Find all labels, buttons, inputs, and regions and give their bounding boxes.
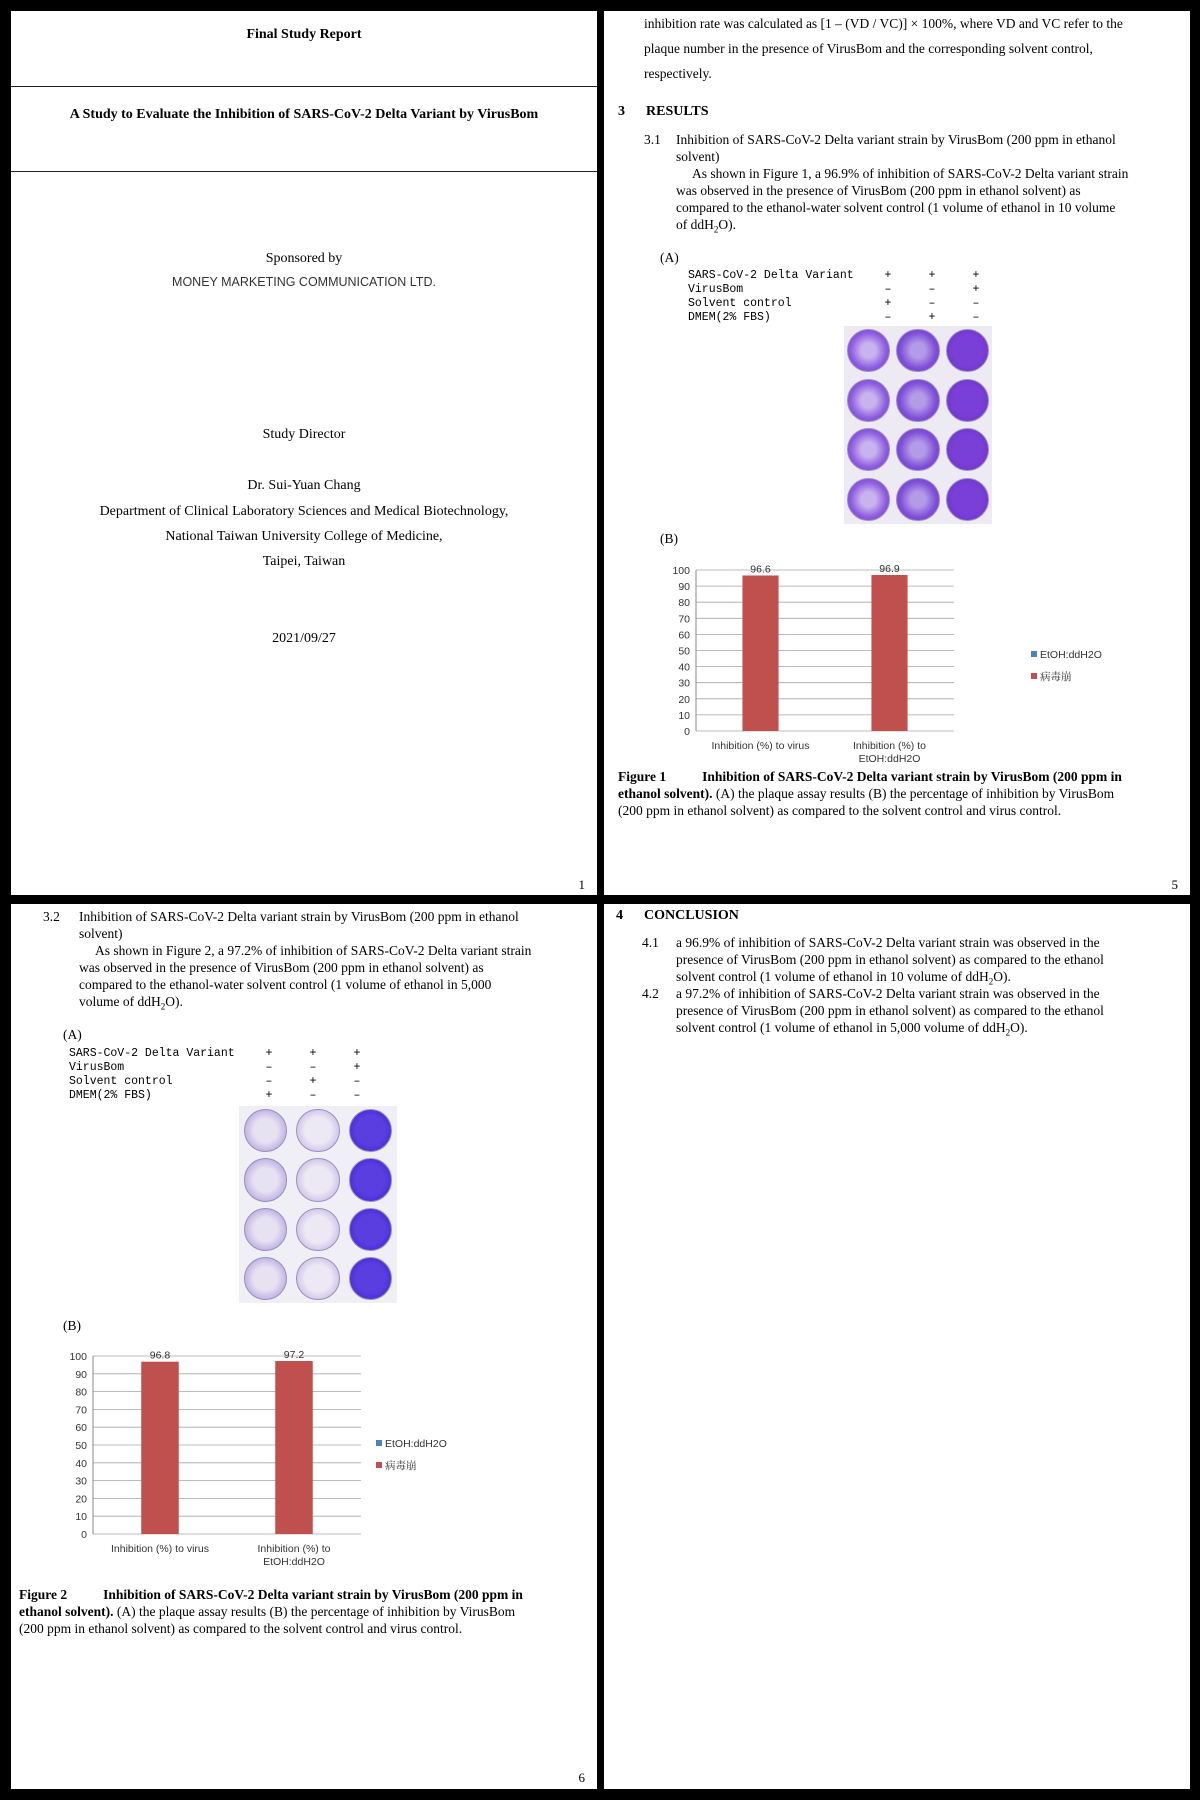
section-title: RESULTS (646, 104, 709, 119)
legend-cell: – (353, 1075, 361, 1088)
text-line (676, 216, 1186, 239)
y-tick-label: 60 (75, 1422, 87, 1435)
section-number: 4 (616, 908, 623, 923)
subscript: 2 (713, 224, 719, 235)
legend-row-label: SARS-CoV-2 Delta Variant (688, 269, 854, 282)
inhibition-bar-chart (45, 1336, 565, 1568)
plate-well (244, 1109, 287, 1152)
text-line: As shown in Figure 2, a 97.2% of inhibition of SARS-CoV-2 Delta variant strain (95, 943, 532, 958)
plate-well (896, 379, 939, 422)
legend-cell: + (353, 1047, 361, 1060)
y-tick-label: 30 (678, 677, 690, 690)
plate-legend-row (69, 1075, 379, 1089)
subscript: 2 (160, 1001, 166, 1012)
plate-well (244, 1257, 287, 1300)
section-number: 3 (618, 104, 625, 119)
subsection-number: 3.1 (644, 132, 661, 147)
page-number: 5 (1171, 877, 1178, 892)
inhibition-bar-chart (664, 551, 1164, 765)
panel-b-label: (B) (660, 531, 678, 546)
legend-row-label: VirusBom (688, 283, 744, 296)
legend-cell: – (972, 311, 980, 324)
report-title: A Study to Evaluate the Inhibition of SARS-CoV-2 Delta Variant by VirusBom (69, 107, 539, 122)
y-tick-label: 10 (75, 1511, 87, 1524)
y-tick-label: 50 (678, 645, 690, 658)
text-line: compared to the ethanol-water solvent control (1 volume of ethanol in 10 volume (676, 200, 1116, 215)
plate-well (896, 478, 939, 521)
data-label: 96.9 (879, 562, 900, 575)
x-tick-label: Inhibition (%) to (257, 1543, 331, 1555)
legend-swatch (1031, 651, 1037, 657)
legend-label: EtOH:ddH2O (1040, 649, 1102, 661)
text-line: compared to the ethanol-water solvent control (1 volume of ethanol in 5,000 (79, 977, 492, 992)
legend-row-label: DMEM(2% FBS) (688, 311, 771, 324)
text-line: solvent) (676, 149, 720, 164)
text-span: O). (1010, 1020, 1028, 1035)
text-span: solvent control (1 volume of ethanol in 10 volume of ddH (676, 969, 989, 984)
legend-row-label: SARS-CoV-2 Delta Variant (69, 1047, 235, 1060)
y-tick-label: 20 (75, 1493, 87, 1506)
sponsor-name: MONEY MARKETING COMMUNICATION LTD. (172, 275, 436, 289)
text-line: solvent) (79, 926, 123, 941)
legend-row-label: Solvent control (69, 1075, 173, 1088)
legend-label: EtOH:ddH2O (385, 1438, 447, 1450)
intro-paragraph (644, 11, 1123, 86)
y-tick-label: 50 (75, 1440, 87, 1452)
legend-cell: + (265, 1047, 273, 1060)
legend-cell: + (928, 311, 936, 324)
plate-well (244, 1158, 287, 1201)
director-location: Taipei, Taiwan (262, 554, 346, 569)
text-line (19, 1603, 589, 1620)
bar (871, 575, 907, 731)
panel-b-label: (B) (63, 1318, 81, 1333)
x-tick-label: EtOH:ddH2O (858, 753, 921, 765)
director-name: Dr. Sui-Yuan Chang (247, 478, 361, 493)
figure-caption (618, 768, 1184, 819)
divider (11, 171, 597, 172)
text-line: presence of VirusBom (200 ppm in ethanol solvent) as compared to the ethanol (676, 952, 1104, 967)
x-tick-label: EtOH:ddH2O (263, 1556, 325, 1568)
section-title: CONCLUSION (644, 908, 739, 923)
y-tick-label: 40 (678, 661, 690, 674)
y-tick-label: 90 (75, 1368, 87, 1381)
legend-cell: + (353, 1061, 361, 1074)
result-paragraph (79, 942, 589, 1016)
plate-well (244, 1208, 287, 1251)
plate-well (896, 428, 939, 471)
report-header: Final Study Report (246, 27, 362, 42)
sponsored-by-label: Sponsored by (265, 251, 343, 266)
legend-swatch (376, 1462, 382, 1468)
y-tick-label: 10 (678, 709, 690, 722)
caption-text: (A) the plaque assay results (B) the percentage of inhibition by VirusBom (715, 786, 1115, 801)
y-tick-label: 30 (75, 1475, 87, 1488)
y-tick-label: 80 (678, 597, 690, 610)
plate-legend-table (688, 269, 998, 325)
plate-well (847, 379, 890, 422)
plate-legend-table (69, 1047, 379, 1103)
y-tick-label: 20 (678, 693, 690, 706)
plaque-assay-plate (844, 326, 992, 524)
subsection-number: 3.2 (43, 909, 60, 924)
plaque-assay-plate (239, 1106, 397, 1303)
legend-swatch (1031, 673, 1037, 679)
text-span: of ddH (676, 217, 714, 232)
y-tick-label: 0 (81, 1529, 87, 1541)
subsection-title (79, 908, 519, 942)
text-line: respectively. (644, 66, 712, 81)
data-label: 96.8 (149, 1349, 171, 1362)
text-span: O). (993, 969, 1011, 984)
plate-well (896, 329, 939, 372)
bar (742, 575, 778, 731)
text-line: a 96.9% of inhibition of SARS-CoV-2 Delta variant strain was observed in the (676, 935, 1100, 950)
legend-cell: – (928, 283, 936, 296)
x-tick-label: Inhibition (%) to virus (110, 1543, 210, 1555)
page-number: 1 (578, 877, 585, 892)
divider (11, 86, 597, 87)
text-span: O). (718, 217, 736, 232)
text-span: O). (165, 994, 183, 1009)
text-line: was observed in the presence of VirusBom (200 ppm in ethanol solvent) as (79, 960, 484, 975)
legend-swatch (376, 1440, 382, 1446)
plate-legend-row (688, 283, 998, 297)
subsection-title (676, 131, 1116, 165)
page-number: 6 (578, 1770, 585, 1785)
director-university: National Taiwan University College of Medicine, (165, 529, 443, 544)
data-label: 97.2 (283, 1348, 305, 1361)
legend-cell: – (884, 283, 892, 296)
plate-well (349, 1208, 392, 1251)
legend-cell: – (353, 1089, 361, 1102)
legend-row-label: DMEM(2% FBS) (69, 1089, 152, 1102)
text-line: Inhibition of SARS-CoV-2 Delta variant strain by VirusBom (200 ppm in ethanol (676, 132, 1116, 147)
y-tick-label: 80 (75, 1386, 87, 1399)
legend-cell: – (265, 1075, 273, 1088)
text-line: presence of VirusBom (200 ppm in ethanol solvent) as compared to the ethanol (676, 1003, 1104, 1018)
plate-legend-row (688, 297, 998, 311)
plate-well (296, 1208, 339, 1251)
page-1 (11, 11, 597, 895)
plate-legend-row (688, 269, 998, 283)
y-tick-label: 40 (75, 1457, 87, 1470)
text-line (79, 993, 589, 1016)
panel-a-label: (A) (660, 250, 679, 265)
y-tick-label: 90 (678, 581, 690, 594)
legend-cell: – (265, 1061, 273, 1074)
text-line (19, 1586, 589, 1603)
director-department: Department of Clinical Laboratory Sciences and Medical Biotechnology, (99, 504, 509, 519)
plate-well (349, 1109, 392, 1152)
text-line (618, 768, 1184, 785)
figure-label: Figure 2 (19, 1587, 68, 1602)
subscript: 2 (988, 976, 994, 987)
plate-well (349, 1257, 392, 1300)
text-line (618, 785, 1184, 802)
plate-legend-row (69, 1047, 379, 1061)
plate-well (946, 379, 989, 422)
plate-legend-row (69, 1089, 379, 1103)
page-6 (11, 904, 597, 1789)
legend-cell: + (928, 269, 936, 282)
bar (275, 1361, 313, 1534)
legend-label: 病毒崩 (1040, 671, 1072, 683)
plate-well (946, 428, 989, 471)
caption-text: (A) the plaque assay results (B) the percentage of inhibition by VirusBom (116, 1604, 516, 1619)
y-tick-label: 100 (69, 1351, 87, 1363)
plate-well (296, 1109, 339, 1152)
text-line: (200 ppm in ethanol solvent) as compared to the solvent control and virus control. (19, 1621, 463, 1636)
legend-label: 病毒崩 (385, 1460, 417, 1472)
legend-row-label: Solvent control (688, 297, 792, 310)
text-line: As shown in Figure 1, a 96.9% of inhibition of SARS-CoV-2 Delta variant strain (692, 166, 1129, 181)
legend-cell: + (309, 1047, 317, 1060)
bar (141, 1362, 179, 1534)
figure-title: Inhibition of SARS-CoV-2 Delta variant strain by VirusBom (200 ppm in (103, 1587, 523, 1602)
plate-legend-row (688, 311, 998, 325)
plate-well (847, 428, 890, 471)
figure-title: ethanol solvent). (618, 786, 713, 801)
legend-row-label: VirusBom (69, 1061, 125, 1074)
item-number: 4.1 (642, 935, 659, 950)
plate-legend-row (69, 1061, 379, 1075)
text-line: a 97.2% of inhibition of SARS-CoV-2 Delta variant strain was observed in the (676, 986, 1100, 1001)
text-span: volume of ddH (79, 994, 161, 1009)
y-tick-label: 0 (684, 726, 690, 738)
text-line: was observed in the presence of VirusBom (200 ppm in ethanol solvent) as (676, 183, 1081, 198)
legend-cell: + (972, 283, 980, 296)
legend-cell: – (884, 311, 892, 324)
panel-a-label: (A) (63, 1027, 82, 1042)
x-tick-label: Inhibition (%) to (853, 740, 926, 752)
plate-well (349, 1158, 392, 1201)
legend-cell: + (265, 1089, 273, 1102)
text-line: (200 ppm in ethanol solvent) as compared to the solvent control and virus control. (618, 803, 1062, 818)
figure-title: Inhibition of SARS-CoV-2 Delta variant strain by VirusBom (200 ppm in (702, 769, 1122, 784)
text-span: solvent control (1 volume of ethanol in 5,000 volume of ddH (676, 1020, 1006, 1035)
result-paragraph (676, 165, 1186, 239)
data-label: 96.6 (750, 563, 771, 576)
legend-cell: – (972, 297, 980, 310)
legend-cell: – (928, 297, 936, 310)
page-5 (604, 11, 1190, 895)
study-director-label: Study Director (262, 427, 346, 442)
figure-label: Figure 1 (618, 769, 667, 784)
legend-cell: – (309, 1061, 317, 1074)
legend-cell: + (884, 297, 892, 310)
plate-well (946, 478, 989, 521)
legend-cell: – (309, 1089, 317, 1102)
plate-well (296, 1257, 339, 1300)
plate-well (847, 329, 890, 372)
item-text (676, 934, 1196, 991)
y-tick-label: 70 (678, 613, 690, 626)
text-line: Inhibition of SARS-CoV-2 Delta variant strain by VirusBom (200 ppm in ethanol (79, 909, 519, 924)
plate-well (946, 329, 989, 372)
figure-title: ethanol solvent). (19, 1604, 114, 1619)
report-date: 2021/09/27 (272, 631, 336, 646)
text-line: plaque number in the presence of VirusBom and the corresponding solvent control, (644, 41, 1093, 56)
item-text (676, 985, 1196, 1042)
text-line (676, 1019, 1196, 1042)
legend-cell: + (972, 269, 980, 282)
item-number: 4.2 (642, 986, 659, 1001)
y-tick-label: 100 (672, 565, 690, 577)
plate-well (847, 478, 890, 521)
subscript: 2 (1005, 1027, 1011, 1038)
text-line: inhibition rate was calculated as [1 – (VD / VC)] × 100%, where VD and VC refer to the (644, 16, 1123, 31)
legend-cell: + (309, 1075, 317, 1088)
y-tick-label: 60 (678, 629, 690, 642)
page-7 (604, 904, 1190, 1789)
y-tick-label: 70 (75, 1404, 87, 1417)
legend-cell: + (884, 269, 892, 282)
x-tick-label: Inhibition (%) to virus (711, 740, 810, 752)
plate-well (296, 1158, 339, 1201)
figure-caption (19, 1586, 589, 1637)
